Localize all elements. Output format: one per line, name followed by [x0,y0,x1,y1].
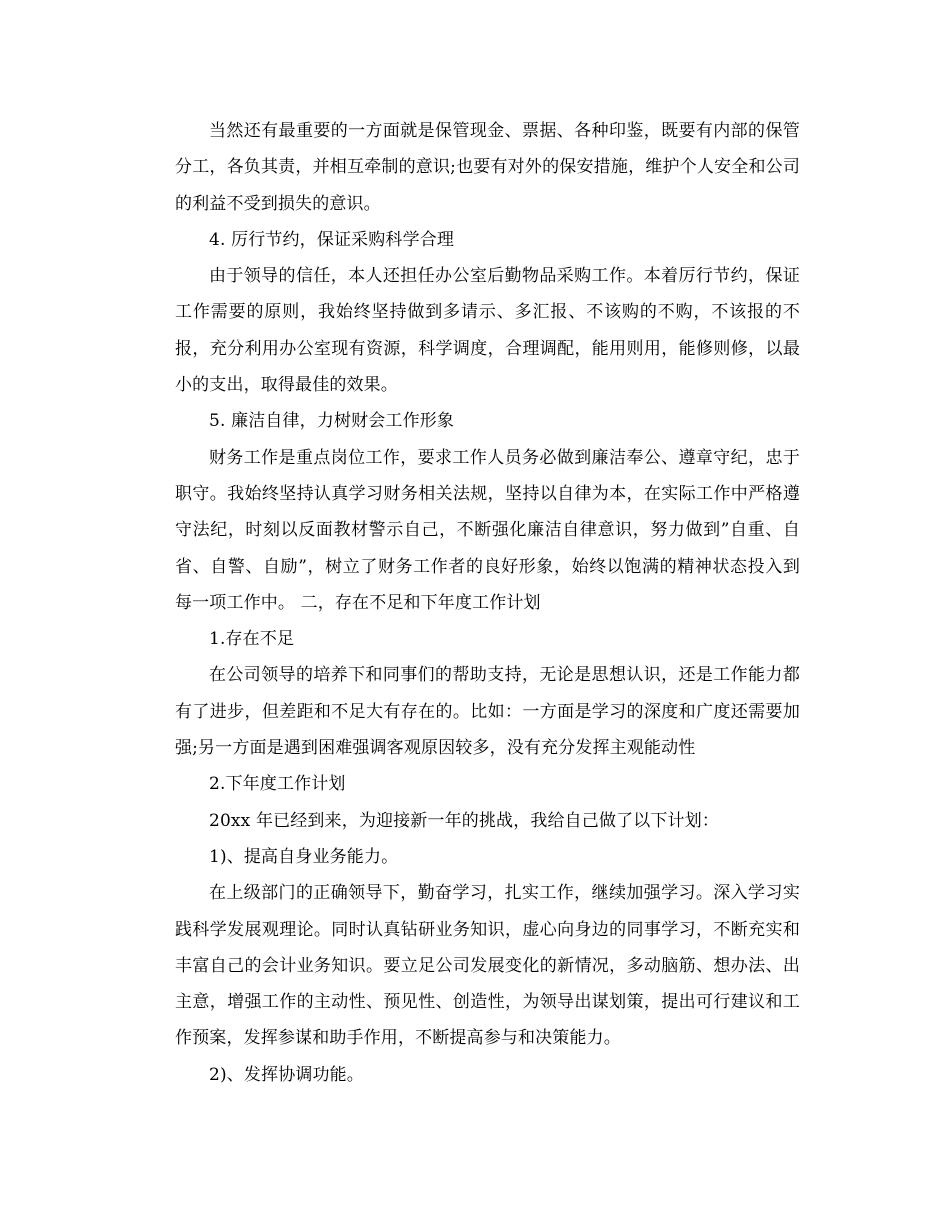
heading-improve-skills: 1)、提高自身业务能力。 [209,846,399,867]
heading-shortcomings: 1.存在不足 [209,629,295,650]
heading-frugal-procurement: 4. 厉行节约，保证采购科学合理 [209,229,455,250]
paragraph-plan-intro: 20xx 年已经到来，为迎接新一年的挑战，我给自己做了以下计划： [209,810,720,831]
heading-integrity: 5. 廉洁自律，力树财会工作形象 [209,411,455,432]
paragraph-integrity: 财务工作是重点岗位工作，要求工作人员务必做到廉洁奉公、遵章守纪，忠于职守。我始终坚持认真学习财务相关法规，坚持以自律为本，在实际工作中严格遵守法纪，时刻以反面教材警示自己，不断强化廉洁自律意识，努力做到”自重、自省、自警、自励”，树立了财务工作者的良好形象，始终以饱满的精神状态投入到每一项工作中。 二，存在不足和下年度工作计划 [175,447,800,613]
paragraph-cash-custody: 当然还有最重要的一方面就是保管现金、票据、各种印鉴，既要有内部的保管分工，各负其责，并相互牵制的意识;也要有对外的保安措施，维护个人安全和公司的利益不受到损失的意识。 [175,121,800,214]
paragraph-improve-skills: 在上级部门的正确领导下，勤奋学习，扎实工作，继续加强学习。深入学习实践科学发展观理论。同时认真钻研业务知识，虚心向身边的同事学习，不断充实和丰富自己的会计业务知识。要立足公司发展变化的新情况，多动脑筋、想办法、出主意，增强工作的主动性、预见性、创造性，为领导出谋划策，提出可行建议和工作预案，发挥参谋和助手作用，不断提高参与和决策能力。 [175,883,800,1049]
heading-next-year-plan: 2.下年度工作计划 [209,774,346,795]
heading-coordination: 2)、发挥协调功能。 [209,1064,364,1085]
document-body [175,113,800,1093]
paragraph-shortcomings: 在公司领导的培养下和同事们的帮助支持，无论是思想认识，还是工作能力都有了进步，但差距和不足大有存在的。比如：一方面是学习的深度和广度还需要加强;另一方面是遇到困难强调客观原因较多，没有充分发挥主观能动性 [175,665,800,759]
paragraph-procurement: 由于领导的信任，本人还担任办公室后勤物品采购工作。本着厉行节约，保证工作需要的原则，我始终坚持做到多请示、多汇报、不该购的不购，不该报的不报，充分利用办公室现有资源，科学调度，合理调配，能用则用，能修则修，以最小的支出，取得最佳的效果。 [175,266,800,396]
